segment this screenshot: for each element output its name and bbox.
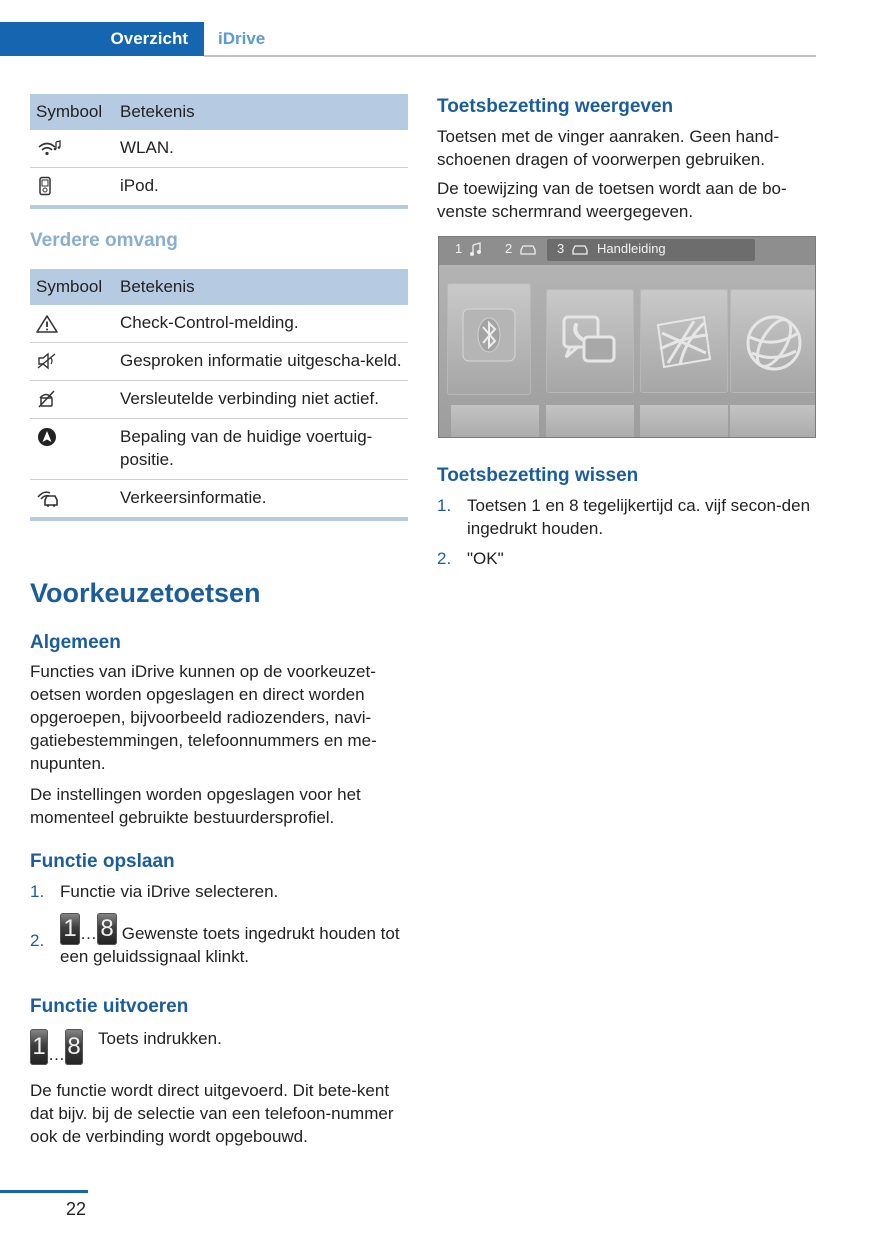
table1-header-meaning: Betekenis	[114, 94, 408, 130]
table2-header-symbol: Symbool	[30, 269, 114, 305]
table1-cell-meaning: iPod.	[120, 175, 159, 195]
ellipsis: …	[48, 1045, 65, 1064]
bluetooth-tile	[447, 283, 531, 395]
step-number: 1.	[437, 496, 452, 515]
weergeven-paragraph-1: Toetsen met de vinger aanraken. Geen hand-schoenen dragen of voorwerpen gebruiken.	[437, 127, 780, 169]
screen-tab-3: 3	[557, 241, 565, 256]
screen-tab-2: 2	[505, 241, 513, 256]
voorkeuzetoetsen-heading: Voorkeuzetoetsen	[30, 578, 261, 608]
music-note-icon	[469, 242, 483, 258]
footer-rule	[0, 1190, 88, 1193]
step-text: "OK"	[467, 549, 504, 568]
step-number: 1.	[30, 882, 45, 901]
toetsbezetting-wissen-heading: Toetsbezetting wissen	[437, 465, 639, 486]
table2-cell-meaning: Versleutelde verbinding niet actief.	[114, 380, 408, 418]
table-row	[30, 380, 408, 418]
screen-second-row-tile	[451, 405, 539, 438]
car-icon	[571, 243, 589, 257]
symbol-table-2	[30, 269, 408, 521]
preset-key-1-icon: 1	[60, 913, 80, 945]
header-rule	[204, 55, 816, 57]
ipod-icon	[36, 176, 62, 196]
encryption-off-icon	[36, 389, 62, 409]
uitvoeren-instruction: Toets indrukken.	[98, 1029, 222, 1048]
phone-tile	[546, 289, 634, 393]
algemeen-paragraph-2: De instellingen worden opgeslagen voor het momenteel gebruikte bestuurdersprofiel.	[30, 785, 361, 827]
verdere-omvang-heading: Verdere omvang	[30, 230, 178, 251]
uitvoeren-paragraph: De functie wordt direct uitgevoerd. Dit bete-kent dat bijv. bij de selectie van een telefoon-nummer ook de verbinding wordt opgebouwd.	[30, 1081, 394, 1146]
screen-second-row-tile	[730, 405, 816, 438]
wlan-icon	[36, 139, 62, 159]
warning-triangle-icon	[36, 314, 62, 334]
table-row	[30, 342, 408, 380]
table2-cell-meaning: Check-Control-melding.	[114, 305, 408, 342]
opslaan-steps	[30, 880, 408, 968]
screen-tab-1: 1	[455, 241, 463, 256]
navigation-tile	[640, 289, 728, 393]
globe-tile	[730, 289, 816, 393]
map-icon	[654, 313, 714, 373]
table-row	[30, 418, 408, 479]
preset-key-8-icon: 8	[65, 1029, 83, 1065]
page-number: 22	[66, 1199, 87, 1219]
algemeen-heading: Algemeen	[30, 632, 121, 653]
idrive-screen-image	[438, 236, 816, 438]
step-number: 2.	[437, 549, 452, 568]
step-number: 2.	[30, 931, 45, 950]
table-row	[30, 479, 408, 516]
symbol-table-1	[30, 94, 408, 209]
preset-key-8-icon: 8	[97, 913, 117, 945]
table2-cell-meaning: Verkeersinformatie.	[120, 487, 267, 507]
table2-cell-meaning: Bepaling van de huidige voertuig-positie.	[114, 418, 408, 479]
table-bottom-rule	[30, 205, 408, 209]
list-item	[437, 547, 817, 570]
vehicle-position-icon	[36, 427, 62, 447]
ellipsis: …	[80, 924, 97, 943]
step-text: Functie via iDrive selecteren.	[60, 882, 279, 901]
list-item	[30, 913, 408, 968]
bluetooth-icon	[461, 307, 517, 363]
screen-second-row-tile	[546, 405, 634, 438]
table-row	[30, 167, 408, 204]
preset-key-1-icon: 1	[30, 1029, 48, 1065]
header-chapter-tab: Overzicht	[0, 22, 204, 56]
car-icon	[519, 243, 537, 257]
wissen-steps	[437, 494, 817, 570]
step-text: Gewenste toets ingedrukt houden tot een geluidssignaal klinkt.	[60, 924, 400, 966]
table-row	[30, 130, 408, 167]
table1-cell-meaning: WLAN.	[114, 130, 408, 167]
screen-tab-3-label: Handleiding	[597, 241, 666, 256]
globe-icon	[744, 313, 804, 373]
functie-opslaan-heading: Functie opslaan	[30, 851, 175, 872]
table-row	[30, 305, 408, 342]
step-text: Toetsen 1 en 8 tegelijkertijd ca. vijf secon-den ingedrukt houden.	[467, 496, 811, 538]
functie-uitvoeren-heading: Functie uitvoeren	[30, 996, 189, 1017]
speaker-muted-icon	[36, 351, 62, 371]
table2-header-meaning: Betekenis	[114, 269, 408, 305]
traffic-info-icon	[36, 488, 62, 508]
uitvoeren-keys-line	[30, 1029, 408, 1071]
table1-header-symbol: Symbool	[30, 94, 114, 130]
table-bottom-rule	[30, 517, 408, 521]
list-item	[30, 880, 408, 903]
table2-cell-meaning: Gesproken informatie uitgescha-keld.	[114, 342, 408, 380]
phone-messages-icon	[560, 313, 620, 373]
header-section-title: iDrive	[218, 29, 266, 48]
toetsbezetting-weergeven-heading: Toetsbezetting weergeven	[437, 96, 674, 117]
algemeen-paragraph-1: Functies van iDrive kunnen op de voorkeuzet-oetsen worden opgeslagen en direct worden opgeroepen, bijvoorbeeld radiozenders, navi-gatiebestemmingen, telefoonnummers en me-nupunten.	[30, 662, 377, 773]
weergeven-paragraph-2: De toewijzing van de toetsen wordt aan de bo-venste schermrand weergegeven.	[437, 179, 787, 221]
screen-second-row-tile	[640, 405, 728, 438]
list-item	[437, 494, 817, 540]
